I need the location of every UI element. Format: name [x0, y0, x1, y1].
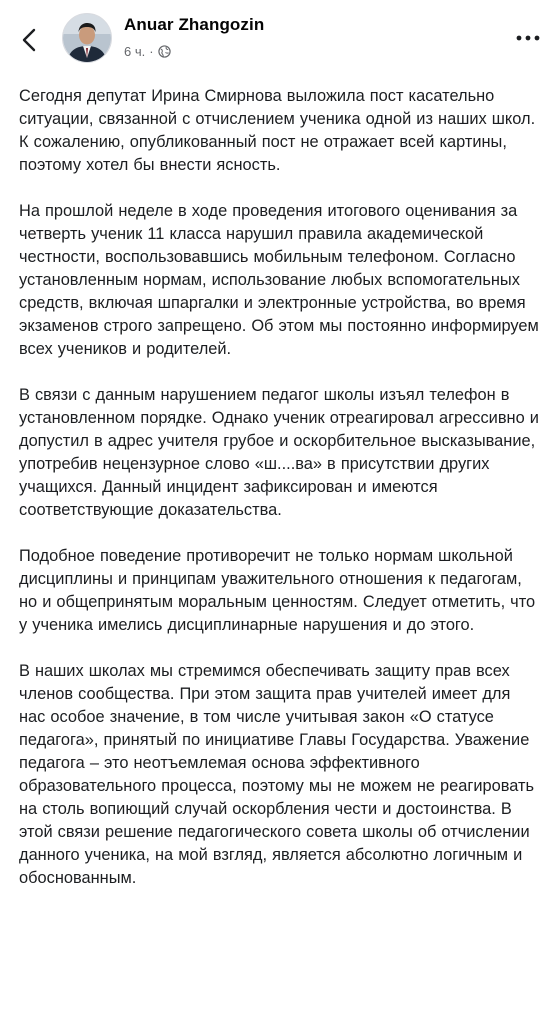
post-header: [0, 0, 559, 78]
post-paragraph: На прошлой неделе в ходе проведения итогового оценивания за четверть ученик 11 класса нарушил правила академической честности, воспользовавшись мобильным телефоном. Согласно установленным нормам, использование любых вспомогательных средств, включая шпаргалки и электронные устройства, во время экзаменов строго запрещено. Об этом мы постоянно информируем всех учеников и родителей.: [19, 202, 539, 358]
author-avatar[interactable]: [62, 13, 112, 63]
post-meta: [124, 42, 171, 60]
back-button[interactable]: [14, 22, 46, 58]
post-body: [19, 85, 541, 913]
post-paragraph: В связи с данным нарушением педагог школы изъял телефон в установленном порядке. Однако ученик отреагировал агрессивно и допустил в адрес учителя грубое и оскорбительное высказывание, употребив нецензурное слово «ш....ва» в присутствии других учащихся. Данный инцидент зафиксирован и имеются соответствующие доказательства.: [19, 386, 539, 519]
post-paragraph: В наших школах мы стремимся обеспечивать защиту прав всех членов сообщества. При этом защита прав учителей имеет для нас особое значение, в том числе учитывая закон «О статусе педагога», принятый по инициативе Главы Государства. Уважение педагога – это неотъемлемая основа эффективного образовательного процесса, поэтому мы не можем не реагировать на столь вопиющий случай оскорбления чести и достоинства. В этой связи решение педагогического совета школы об отчислении данного ученика, на мой взгляд, является абсолютно логичным и обоснованным.: [19, 662, 535, 887]
post-paragraph: Сегодня депутат Ирина Смирнова выложила пост касательно ситуации, связанной с отчислением ученика одной из наших школ. К сожалению, опубликованный пост не отражает всей картины, поэтому хотел бы внести ясность.: [19, 87, 536, 174]
post-paragraph: Подобное поведение противоречит не только нормам школьной дисциплины и принципам уважительного отношения к педагогам, но и общепринятым моральным ценностям. Следует отметить, что у ученика имелись дисциплинарные нарушения и до этого.: [19, 547, 536, 634]
chevron-left-icon: [14, 22, 46, 58]
more-horizontal-icon: [511, 28, 545, 48]
author-name[interactable]: Anuar Zhangozin: [124, 15, 265, 34]
post-time[interactable]: 6 ч.: [124, 43, 146, 59]
more-options-button[interactable]: [511, 28, 545, 48]
meta-separator: ·: [149, 43, 154, 59]
globe-icon: [158, 45, 171, 58]
